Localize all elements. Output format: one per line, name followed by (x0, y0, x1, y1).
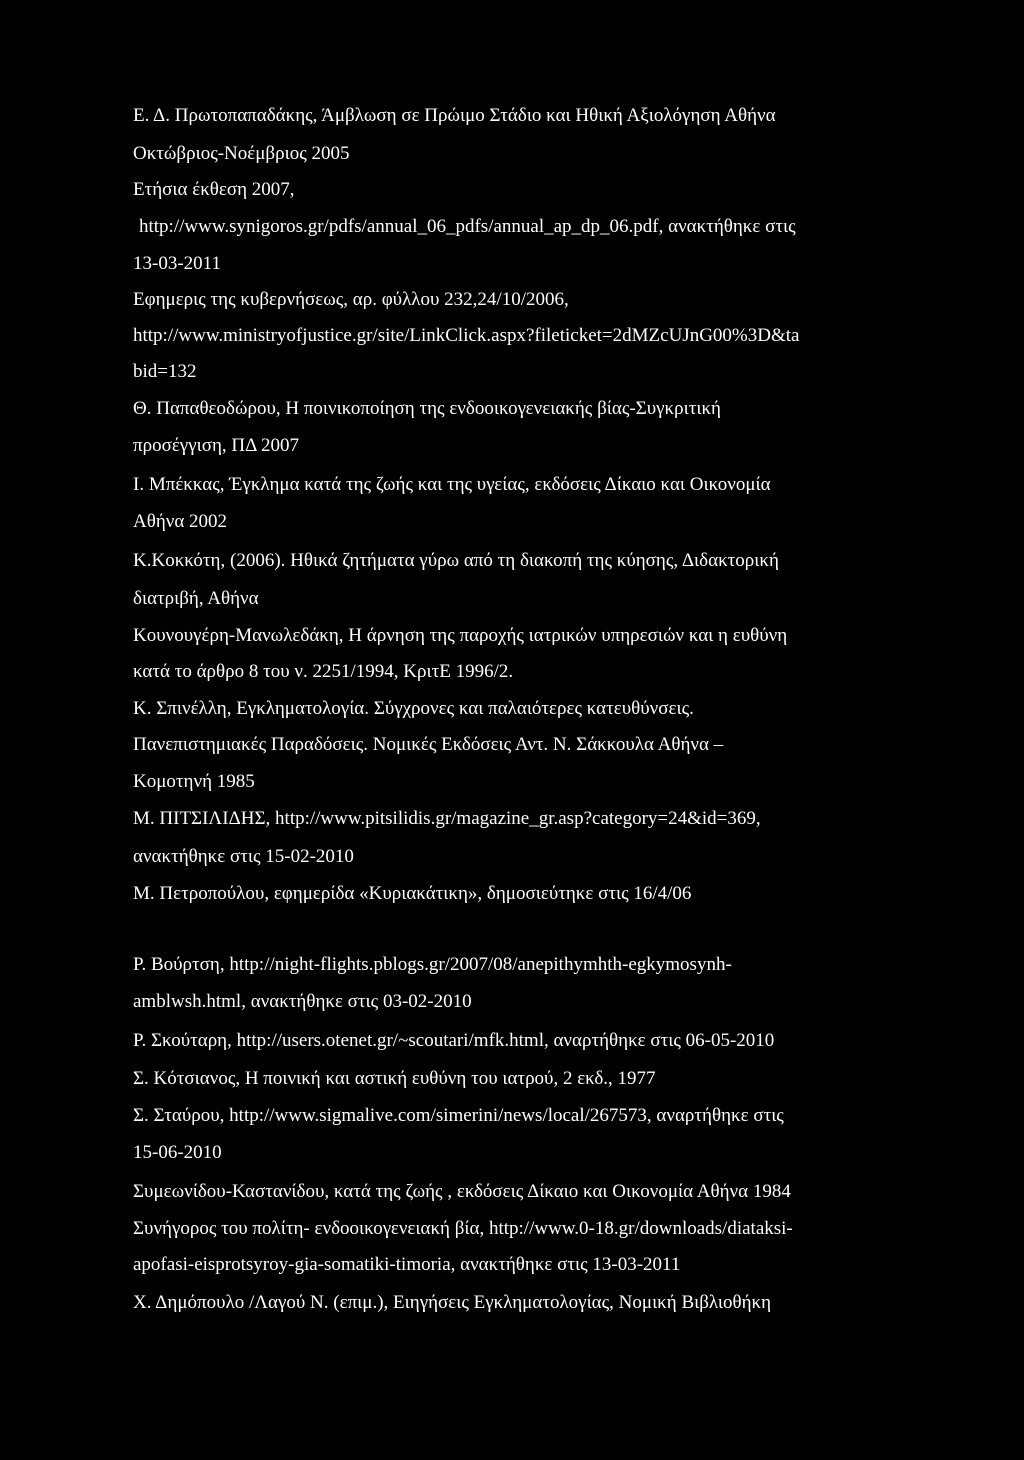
reference-line: Κουνουγέρη-Μανωλεδάκη, Η άρνηση της παροχής ιατρικών υπηρεσιών και η ευθύνη (133, 625, 788, 646)
reference-line: Σ. Κότσιανος, Η ποινική και αστική ευθύνη του ιατρού, 2 εκδ., 1977 (133, 1068, 656, 1089)
reference-line: Οκτώβριος-Νοέμβριος 2005 (133, 143, 350, 164)
reference-line: amblwsh.html, ανακτήθηκε στις 03-02-2010 (133, 991, 472, 1012)
reference-line: apofasi-eisprotsyroy-gia-somatiki-timoria, ανακτήθηκε στις 13-03-2011 (133, 1254, 681, 1275)
reference-line: bid=132 (133, 361, 197, 382)
reference-line: Κομοτηνή 1985 (133, 771, 255, 792)
reference-line: Ε. Δ. Πρωτοπαπαδάκης, Άμβλωση σε Πρώιμο Στάδιο και Ηθική Αξιολόγηση Αθήνα (133, 105, 776, 126)
reference-line: Εφημερις της κυβερνήσεως, αρ. φύλλου 232,24/10/2006, (133, 289, 569, 310)
reference-line: Αθήνα 2002 (133, 511, 228, 532)
reference-line: διατριβή, Αθήνα (133, 588, 259, 609)
reference-line: Σ. Σταύρου, http://www.sigmalive.com/simerini/news/local/267573, αναρτήθηκε στις (133, 1105, 784, 1126)
reference-line: http://www.ministryofjustice.gr/site/LinkClick.aspx?fileticket=2dMZcUJnG00%3D&ta (133, 325, 800, 346)
reference-line: I. Μπέκκας, Έγκλημα κατά της ζωής και της υγείας, εκδόσεις Δίκαιο και Οικονομία (133, 474, 771, 495)
reference-line: Κ.Κοκκότη, (2006). Ηθικά ζητήματα γύρω από τη διακοπή της κύησης, Διδακτορική (133, 550, 779, 571)
reference-line: Χ. Δημόπουλο /Λαγού Ν. (επιμ.), Ειηγήσεις Εγκληματολογίας, Νομική Βιβλιοθήκη (133, 1292, 772, 1313)
reference-line: Ετήσια έκθεση 2007, (133, 179, 295, 200)
reference-line: Κ. Σπινέλλη, Εγκληματολογία. Σύγχρονες και παλαιότερες κατευθύνσεις. (133, 698, 694, 719)
reference-line: http://www.synigoros.gr/pdfs/annual_06_pdfs/annual_ap_dp_06.pdf, ανακτήθηκε στις (139, 216, 796, 237)
reference-line: Μ. ΠΙΤΣΙΛΙΔΗΣ, http://www.pitsilidis.gr/magazine_gr.asp?category=24&id=369, (133, 808, 761, 829)
reference-line: 13-03-2011 (133, 253, 221, 274)
reference-line: Πανεπιστημιακές Παραδόσεις. Νομικές Εκδόσεις Αντ. Ν. Σάκκουλα Αθήνα – (133, 734, 724, 755)
reference-line: 15-06-2010 (133, 1142, 222, 1163)
reference-line: κατά το άρθρο 8 του ν. 2251/1994, ΚριτΕ 1996/2. (133, 661, 514, 682)
reference-line: Συμεωνίδου-Καστανίδου, κατά της ζωής , εκδόσεις Δίκαιο και Οικονομία Αθήνα 1984 (133, 1181, 791, 1202)
reference-line: προσέγγιση, ΠΔ 2007 (133, 435, 300, 456)
reference-line: Θ. Παπαθεοδώρου, Η ποινικοποίηση της ενδοοικογενειακής βίας-Συγκριτική (133, 398, 721, 419)
reference-line: Συνήγορος του πολίτη- ενδοοικογενειακή βία, http://www.0-18.gr/downloads/diataksi- (133, 1218, 793, 1239)
reference-line: Ρ. Βούρτση, http://night-flights.pblogs.gr/2007/08/anepithymhth-egkymosynh- (133, 954, 732, 975)
reference-line: Μ. Πετροπούλου, εφημερίδα «Κυριακάτικη», δημοσιεύτηκε στις 16/4/06 (133, 883, 692, 904)
reference-line: Ρ. Σκούταρη, http://users.otenet.gr/~scoutari/mfk.html, αναρτήθηκε στις 06-05-2010 (133, 1030, 775, 1051)
reference-line: ανακτήθηκε στις 15-02-2010 (133, 846, 354, 867)
